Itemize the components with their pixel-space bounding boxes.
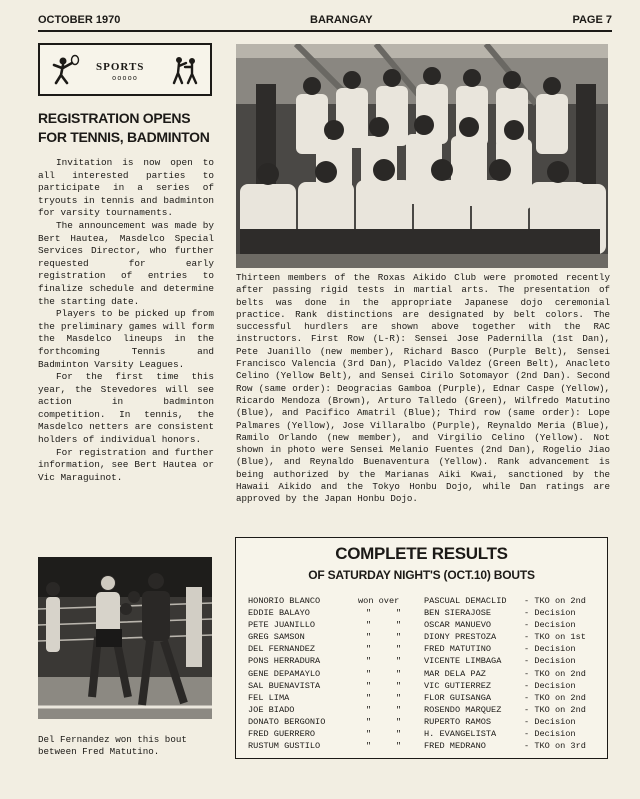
bout-result: - TKO on 2nd (524, 596, 586, 606)
bout-loser: RUPERTO RAMOS (424, 716, 492, 727)
sports-dots: ooooo (112, 75, 139, 83)
sports-section-banner (38, 43, 212, 96)
article-paragraph: Invitation is now open to all interested parties to participate in a series of tryouts in tennis and badminton for varsity tournaments. (38, 157, 214, 219)
ditto-mark: " (366, 716, 372, 727)
ditto-mark: " (366, 620, 372, 631)
bout-loser: VICENTE LIMBAGA (424, 656, 502, 667)
bout-result-row (248, 620, 603, 632)
bout-winner: HONORIO BLANCO (248, 596, 321, 606)
ditto-mark: " (366, 608, 372, 619)
article-paragraph: For registration and further information, see Bert Hautea or Vic Maraguinot. (38, 446, 214, 483)
aikido-club-photo (236, 44, 608, 268)
bout-winner: EDDIE BALAYO (248, 608, 310, 619)
bout-result: - TKO on 2nd (524, 692, 586, 703)
bout-winner: SAL BUENAVISTA (248, 680, 321, 691)
bout-loser: FLOR GUISANGA (424, 692, 492, 703)
ditto-mark: " (396, 632, 402, 643)
bout-result: - TKO on 2nd (524, 668, 586, 679)
bout-winner: DEL FERNANDEZ (248, 644, 316, 655)
ditto-mark: " (366, 656, 372, 667)
boxing-photo-caption: Del Fernandez won this bout between Fred Matutino. (38, 734, 187, 758)
ditto-mark: " (396, 644, 402, 655)
bout-winner: PONS HERRADURA (248, 656, 321, 667)
bout-result: - Decision (524, 656, 576, 667)
bout-result-row (248, 705, 603, 717)
bout-result: - Decision (524, 729, 576, 740)
aikido-photo-caption: Thirteen members of the Roxas Aikido Club were promoted recently after passing rigid tests in martial arts. The presentation of belts was done in the appropriate Japanese dojo ceremonial practice. Rank distinctions are designated by belt colors. The successful hurdlers are shown above together with the RAC instructors. First Row (L-R): Sensei Jose Padernilla (1st Dan), Pete Juanillo (new member), Richard Basco (Purple Belt), Sensei Francisco Valencia (3rd Dan), Placido Valdez (Green Belt), Anacleto Celino (Yellow Belt), and Sensei Cirilo Sotomayor (2nd Dan). Second Row (same order): Deogracias Gamboa (Purple), Ednar Caspe (Yellow), Ricardo Mendoza (Brown), Arturo Talledo (Green), Wilfredo Matutino (Blue), and Pacifico Amatril (Blue); Third row (same order): Lope Palmares (Yellow), Jose Villaralbo (Purple), Reynaldo Meria (Blue), Ramilo Orlando (new member), and Virgilio Celino (Yellow). Not shown in photo were Sensei Melanio Fuentes (2nd Dan), Rogelio Jiao (Blue), and Reynaldo Buenaventura (Yellow). Rank advancement is being authorized by the Marianas Aiki Kwai, sanctioned by the Hawaii Aikido and the Tokyo Honbu Dojo, while Dan ratings are approved by the Japan Honbu Dojo. (236, 272, 610, 505)
bout-winner: RUSTUM GUSTILO (248, 741, 321, 752)
boxing-bout-photo (38, 557, 212, 719)
ditto-mark: " (396, 680, 402, 691)
article-paragraph: The announcement was made by Bert Hautea, Masdelco Special Services Director, who further requested for early registration of entries to finalize schedule and determine the starting date. (38, 219, 214, 307)
ditto-mark: " (366, 692, 372, 703)
bout-result-row (248, 741, 603, 753)
tennis-player-icon (48, 53, 82, 87)
bout-result-row (248, 656, 603, 668)
bout-result: - Decision (524, 644, 576, 655)
bout-loser: BEN SIERAJOSE (424, 608, 492, 619)
ditto-mark: " (366, 644, 372, 655)
bout-result: - TKO on 2nd (524, 704, 586, 715)
ditto-mark: " (366, 668, 372, 679)
bout-result-row (248, 608, 603, 620)
article-paragraph: For the first time this year, the Stevedores will see action in badminton competition. In tennis, the Masdelco netters are consistent holders of individual honors. (38, 371, 214, 446)
bout-result: - Decision (524, 680, 576, 691)
bout-winner: FRED GUERRERO (248, 729, 316, 740)
ditto-mark: " (396, 704, 402, 715)
bout-result-row (248, 669, 603, 681)
bout-result-row (248, 693, 603, 705)
bout-winner: FEL LIMA (248, 692, 290, 703)
bout-results-box (235, 537, 608, 759)
ditto-mark: " (396, 741, 402, 752)
bout-loser: FRED MATUTINO (424, 644, 492, 655)
tennis-headline: REGISTRATION OPENS FOR TENNIS, BADMINTON (38, 110, 210, 145)
bout-winner: GREG SAMSON (248, 632, 305, 643)
results-title: COMPLETE RESULTS (335, 544, 508, 563)
ditto-mark: " (396, 692, 402, 703)
ditto-mark: " (396, 729, 402, 740)
bout-result-row (248, 729, 603, 741)
bout-result-row (248, 681, 603, 693)
won-over-label: won over (358, 596, 400, 606)
bout-result: - Decision (524, 716, 576, 727)
bout-results-list (248, 596, 603, 753)
bout-loser: FRED MEDRANO (424, 741, 486, 752)
bout-result: - Decision (524, 608, 576, 619)
bout-loser: PASCUAL DEMACLID (424, 596, 507, 606)
ditto-mark: " (366, 632, 372, 643)
ditto-mark: " (366, 704, 372, 715)
bout-loser: DIONY PRESTOZA (424, 632, 497, 643)
ditto-mark: " (366, 729, 372, 740)
bout-winner: GENE DEPAMAYLO (248, 668, 321, 679)
ditto-mark: " (396, 716, 402, 727)
bout-loser: H. EVANGELISTA (424, 729, 497, 740)
page-number: PAGE 7 (572, 14, 612, 26)
bout-loser: MAR DELA PAZ (424, 668, 486, 679)
bout-winner: JOE BIADO (248, 704, 295, 715)
bout-loser: VIC GUTIERREZ (424, 680, 492, 691)
tennis-article (38, 157, 214, 484)
article-paragraph: Players to be picked up from the preliminary games will form the Masdelco lineups in the forthcoming Tennis and Badminton Varsity Leagues. (38, 308, 214, 370)
header-rule (38, 30, 612, 32)
bout-result: - TKO on 1st (524, 632, 586, 643)
bout-result-row (248, 632, 603, 644)
bout-loser: OSCAR MANUEVO (424, 620, 492, 631)
ditto-mark: " (366, 741, 372, 752)
bout-loser: ROSENDO MARQUEZ (424, 704, 502, 715)
bout-winner: DONATO BERGONIO (248, 716, 326, 727)
bout-result-row (248, 644, 603, 656)
ditto-mark: " (396, 668, 402, 679)
bout-result-row (248, 717, 603, 729)
ditto-mark: " (396, 608, 402, 619)
boxers-icon (168, 53, 202, 87)
bout-result: - Decision (524, 620, 576, 631)
sports-label: SPORTS (96, 61, 145, 73)
results-subtitle: OF SATURDAY NIGHT'S (OCT.10) BOUTS (308, 568, 535, 582)
aikido-photo-art (236, 44, 608, 268)
ditto-mark: " (366, 680, 372, 691)
bout-winner: PETE JUANILLO (248, 620, 316, 631)
ditto-mark: " (396, 656, 402, 667)
ditto-mark: " (396, 620, 402, 631)
bout-result-row (248, 596, 603, 608)
bout-result: - TKO on 3rd (524, 741, 586, 752)
page-header (38, 14, 612, 30)
boxing-photo-art (38, 557, 212, 719)
issue-date: OCTOBER 1970 (38, 14, 121, 26)
publication-name: BARANGAY (310, 14, 373, 26)
